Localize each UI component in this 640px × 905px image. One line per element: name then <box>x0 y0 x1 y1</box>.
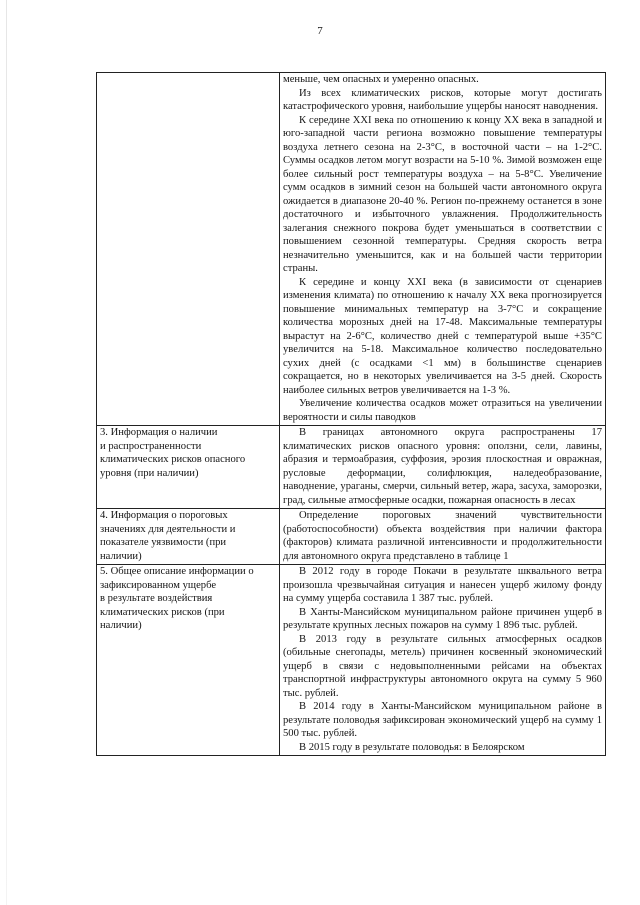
table-row <box>97 426 606 509</box>
paragraph: В границах автономного округа распространены 17 климатических рисков опасного уровня: оползни, сели, лавины, абразия и термоабразия, суффозия, эрозия плоскостная и овражная, русловые деформации, солифлюкция, наледеобразование, наводнение, ураганы, смерчи, сильный ветер, жара, засуха, заморозки, град, сильные атмосферные осадки, пожарная опасность в лесах <box>283 427 602 506</box>
paragraph: Определение пороговых значений чувствительности (работоспособности) объекта воздействия при наличии фактора (факторов) климата различной интенсивности и продолжительности для автономного округа представлено в таблице 1 <box>283 510 602 562</box>
paragraph: В 2014 году в Ханты-Мансийском муниципальном районе в результате половодья зафиксирован экономический ущерб на сумму 1 500 тыс. рублей. <box>283 701 602 739</box>
row-label-cell <box>97 565 280 756</box>
paragraph: В 2015 году в результате половодья: в Белоярском <box>299 741 525 753</box>
row-text-cell <box>280 565 606 756</box>
row-label: 5. Общее описание информации о зафиксированном ущербе в результате воздействия климатических рисков (при наличии) <box>100 566 254 631</box>
paragraph: В 2012 году в городе Покачи в результате шквального ветра произошла чрезвычайная ситуация и нанесен ущерб жилому фонду на сумму ущерба составила 1 387 тыс. рублей. <box>283 566 602 604</box>
row-text-cell <box>280 426 606 509</box>
table-row <box>97 565 606 756</box>
paragraph: К середине и концу XXI века (в зависимости от сценариев изменения климата) по отношению к началу XX века прогнозируется повышение минимальных температур на 3-7°С и сокращение количества морозных дней на 17-48. Максимальные температуры вырастут на 2-6°С, количество дней с температурой выше +35°С увеличится на 5-18. Максимальное количество последовательно сухих дней (с осадками <1 мм) в большинстве сценариев сокращается, но в некоторых увеличивается на 3-5 дней. Скорость наиболее сильных ветров увеличивается на 1-3 %. <box>283 276 602 396</box>
paragraph: Из всех климатических рисков, которые могут достигать катастрофического уровня, наибольшие ущербы наносят наводнения. <box>283 87 602 112</box>
row-text-cell <box>280 73 606 426</box>
paragraph: В 2013 году в результате сильных атмосферных осадков (обильные снегопады, метель) причинен косвенный экономический ущерб в связи с недовыполненными рейсами на объектах транспортной инфраструктуры автономного округа на сумму 5 960 тыс. рублей. <box>283 633 602 699</box>
row-label-cell <box>97 73 280 426</box>
page-number: 7 <box>317 25 323 37</box>
climate-risk-table <box>96 72 606 756</box>
paragraph: К середине XXI века по отношению к концу XX века в западной и юго-западной части региона возможно повышение температуры воздуха летнего сезона на 2-3°С, в восточной части – на 1-2°С. Суммы осадков летом могут возрасти на 5-10 %. Зимой возможен еще более сильный рост температуры воздуха – на 5-8°С. Увеличение сумм осадков в зимний сезон на большей части автономного округа ожидается в диапазоне 20-40 %. Регион по-прежнему останется в зоне достаточного и избыточного увлажнения. Продолжительность залегания снежного покрова будет уменьшаться в соответствии с повышением сезонной температуры. Средняя скорость ветра незначительно уменьшится, как и на большей части территории страны. <box>283 114 602 274</box>
row-label: 4. Информация о пороговых значениях для деятельности и показателе уязвимости (при наличии) <box>100 510 236 562</box>
table-row <box>97 509 606 565</box>
paragraph: В Ханты-Мансийском муниципальном районе причинен ущерб в результате крупных лесных пожаров на сумму 1 896 тыс. рублей. <box>283 606 602 631</box>
row-text-cell <box>280 509 606 565</box>
paragraph: Увеличение количества осадков может отразиться на увеличении вероятности и силы паводков <box>283 398 602 423</box>
row-label: 3. Информация о наличии и распространенности климатических рисков опасного уровня (при наличии) <box>100 427 246 479</box>
paragraph: меньше, чем опасных и умеренно опасных. <box>283 74 479 85</box>
row-label-cell <box>97 509 280 565</box>
scan-edge <box>6 0 7 905</box>
row-label-cell <box>97 426 280 509</box>
table-row <box>97 73 606 426</box>
